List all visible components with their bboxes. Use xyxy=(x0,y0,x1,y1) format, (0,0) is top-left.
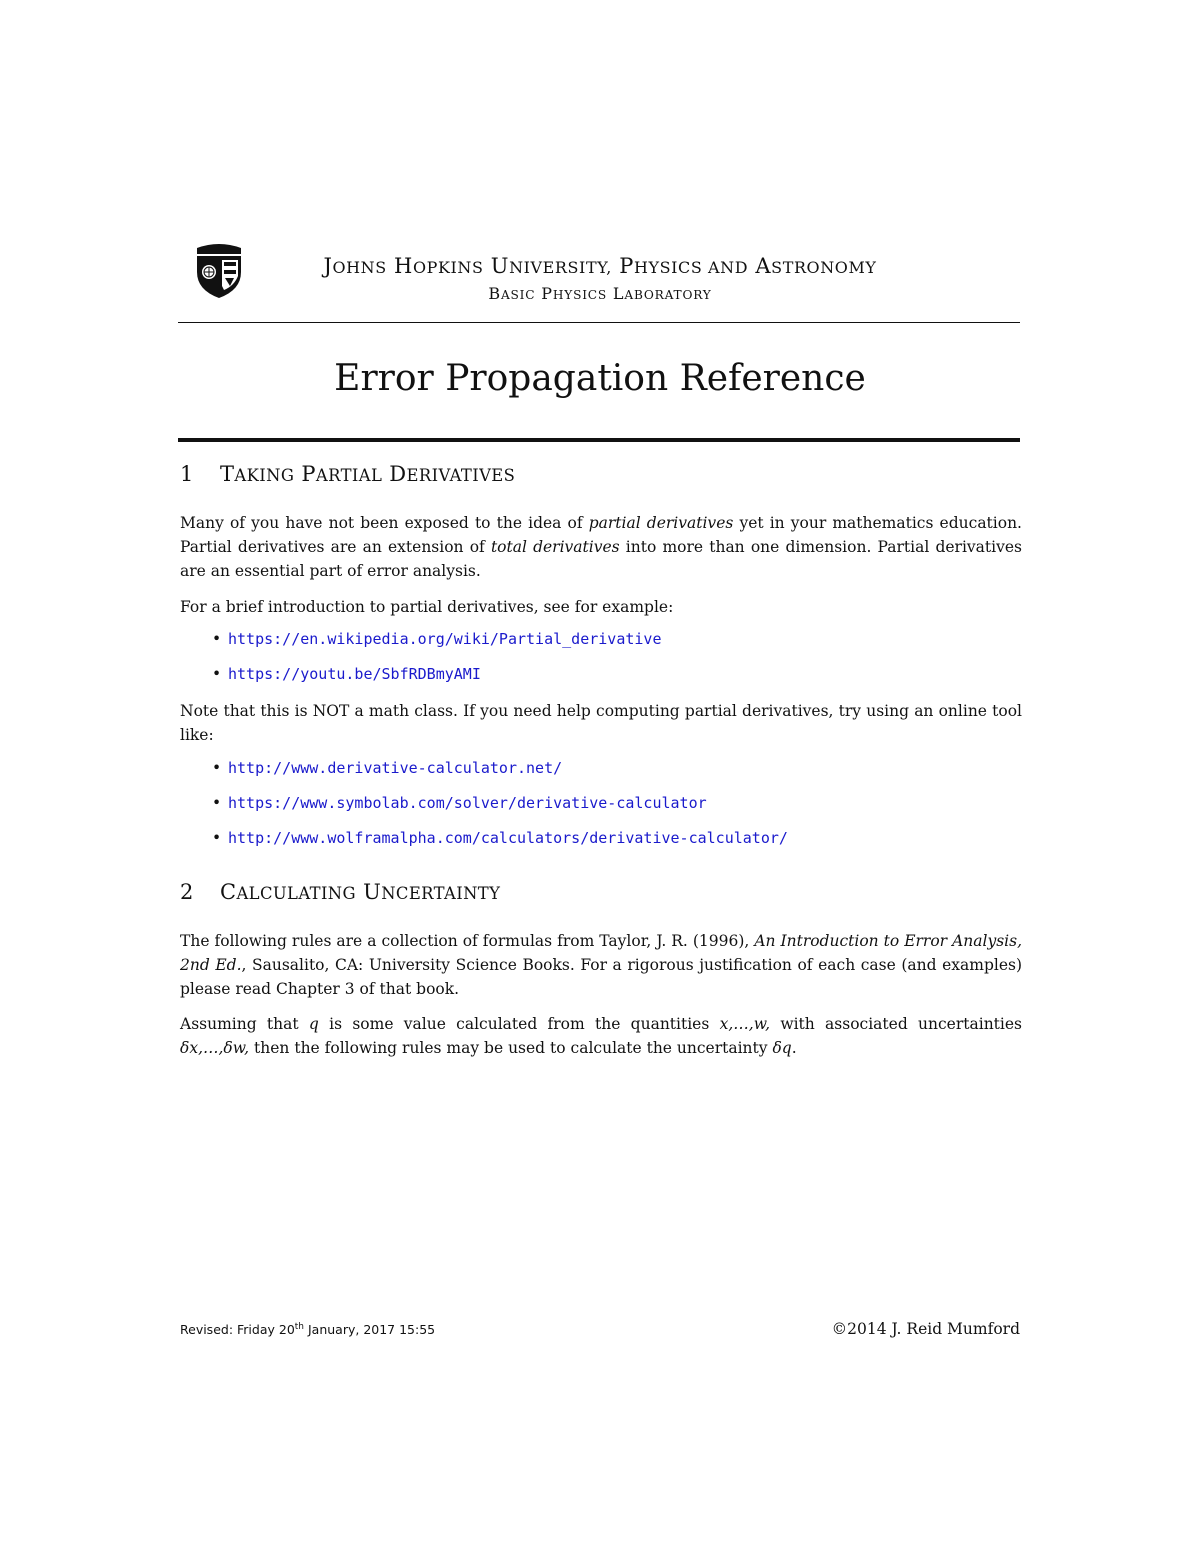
wolframalpha-link[interactable]: http://www.wolframalpha.com/calculators/derivative-calculator/ xyxy=(228,829,788,847)
header-divider xyxy=(178,322,1020,323)
list-item xyxy=(212,759,562,777)
bullet-icon: • xyxy=(212,665,222,683)
section-2-heading: 2 CALCULATING UNCERTAINTY xyxy=(180,880,501,904)
bullet-icon: • xyxy=(212,794,222,812)
section-1-heading: 1 TAKING PARTIAL DERIVATIVES xyxy=(180,462,516,486)
youtube-link[interactable]: https://youtu.be/SbfRDBmyAMI xyxy=(228,665,481,683)
section-number: 2 xyxy=(180,880,194,904)
section-number: 1 xyxy=(180,462,194,486)
wikipedia-link[interactable]: https://en.wikipedia.org/wiki/Partial_derivative xyxy=(228,630,662,648)
section-2-paragraph-1: The following rules are a collection of formulas from Taylor, J. R. (1996), An Introduction to Error Analysis, 2nd Ed., Sausalito, CA: University Science Books. For a rigorous justification of each case (and examples) please read Chapter 3 of that book. xyxy=(180,932,1023,998)
bullet-icon: • xyxy=(212,829,222,847)
list-item xyxy=(212,794,707,812)
page-title: Error Propagation Reference xyxy=(334,358,866,399)
institution-name: JOHNS HOPKINS UNIVERSITY, PHYSICS AND ASTRONOMY xyxy=(323,254,877,278)
bullet-icon: • xyxy=(212,759,222,777)
derivative-calculator-link[interactable]: http://www.derivative-calculator.net/ xyxy=(228,759,563,777)
list-item xyxy=(212,829,788,847)
copyright-notice: ©2014 J. Reid Mumford xyxy=(831,1320,1020,1338)
list-item xyxy=(212,630,661,648)
laboratory-name: BASIC PHYSICS LABORATORY xyxy=(488,284,712,303)
list-item xyxy=(212,665,481,683)
revision-date: Revised: Friday 20th January, 2017 15:55 xyxy=(180,1322,436,1338)
section-2-paragraph-2: Assuming that q is some value calculated from the quantities x,…,w, with associated uncertainties δx,…,δw, then the following rules may be used to calculate the uncertainty δq. xyxy=(180,1015,1022,1057)
symbolab-link[interactable]: https://www.symbolab.com/solver/derivative-calculator xyxy=(228,794,707,812)
section-1-paragraph-2: For a brief introduction to partial derivatives, see for example: xyxy=(180,598,674,616)
bullet-icon: • xyxy=(212,630,222,648)
section-1-paragraph-3: Note that this is NOT a math class. If you need help computing partial derivatives, try using an online tool like: xyxy=(180,702,1022,744)
section-1-paragraph-1: Many of you have not been exposed to the idea of partial derivatives yet in your mathematics education. Partial derivatives are an extension of total derivatives into more than one dimension. Partial derivatives are an essential part of error analysis. xyxy=(180,514,1022,580)
title-divider xyxy=(178,438,1020,442)
